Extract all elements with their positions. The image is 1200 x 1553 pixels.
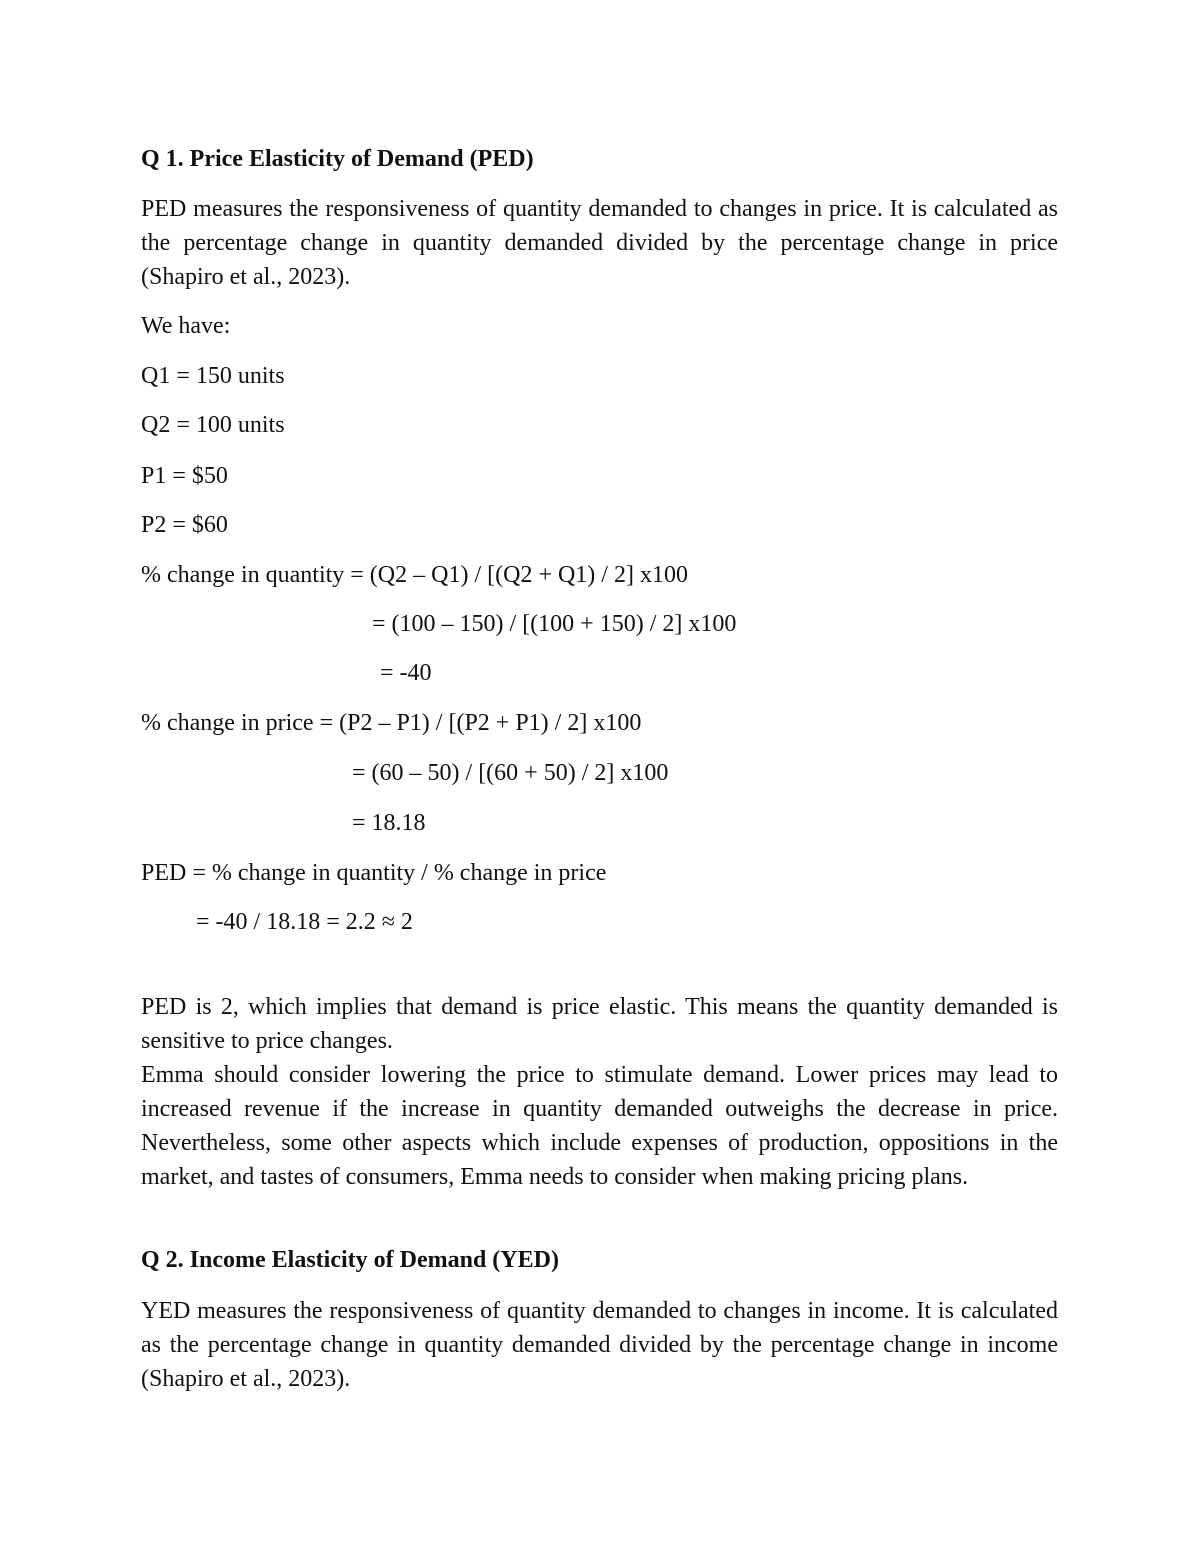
ped-result: = -40 / 18.18 = 2.2 ≈ 2 [196, 909, 413, 935]
p1-value: P1 = $50 [141, 463, 228, 489]
q1-intro-paragraph: PED measures the responsiveness of quantity demanded to changes in price. It is calculated as the percentage change in quantity demanded divided by the percentage change in price (Shapiro et al., 2023). [141, 196, 1058, 290]
ped-formula: PED = % change in quantity / % change in price [141, 860, 607, 886]
pricing-recommendation-paragraph: Emma should consider lowering the price to stimulate demand. Lower prices may lead to increased revenue if the increase in quantity demanded outweighs the decrease in price. Nevertheless, some other aspects which include expenses of production, oppositions in the market, and tastes of consumers, Emma needs to consider when making pricing plans. [141, 1062, 1058, 1190]
ped-conclusion-paragraph: PED is 2, which implies that demand is price elastic. This means the quantity demanded is sensitive to price changes. [141, 994, 1058, 1054]
q2-value: Q2 = 100 units [141, 412, 285, 438]
quantity-change-substituted: = (100 – 150) / [(100 + 150) / 2] x100 [372, 611, 737, 637]
we-have-label: We have: [141, 313, 231, 339]
price-change-substituted: = (60 – 50) / [(60 + 50) / 2] x100 [352, 760, 669, 786]
q2-heading: Q 2. Income Elasticity of Demand (YED) [141, 1247, 559, 1273]
p2-value: P2 = $60 [141, 512, 228, 538]
price-change-result: = 18.18 [352, 810, 426, 836]
q1-heading: Q 1. Price Elasticity of Demand (PED) [141, 146, 534, 172]
q2-intro-paragraph: YED measures the responsiveness of quantity demanded to changes in income. It is calculated as the percentage change in quantity demanded divided by the percentage change in income (Shapiro et al., 2023). [141, 1298, 1058, 1392]
quantity-change-result: = -40 [380, 660, 432, 686]
quantity-change-formula: % change in quantity = (Q2 – Q1) / [(Q2 + Q1) / 2] x100 [141, 562, 688, 588]
price-change-formula: % change in price = (P2 – P1) / [(P2 + P1) / 2] x100 [141, 710, 642, 736]
q1-value: Q1 = 150 units [141, 363, 285, 389]
